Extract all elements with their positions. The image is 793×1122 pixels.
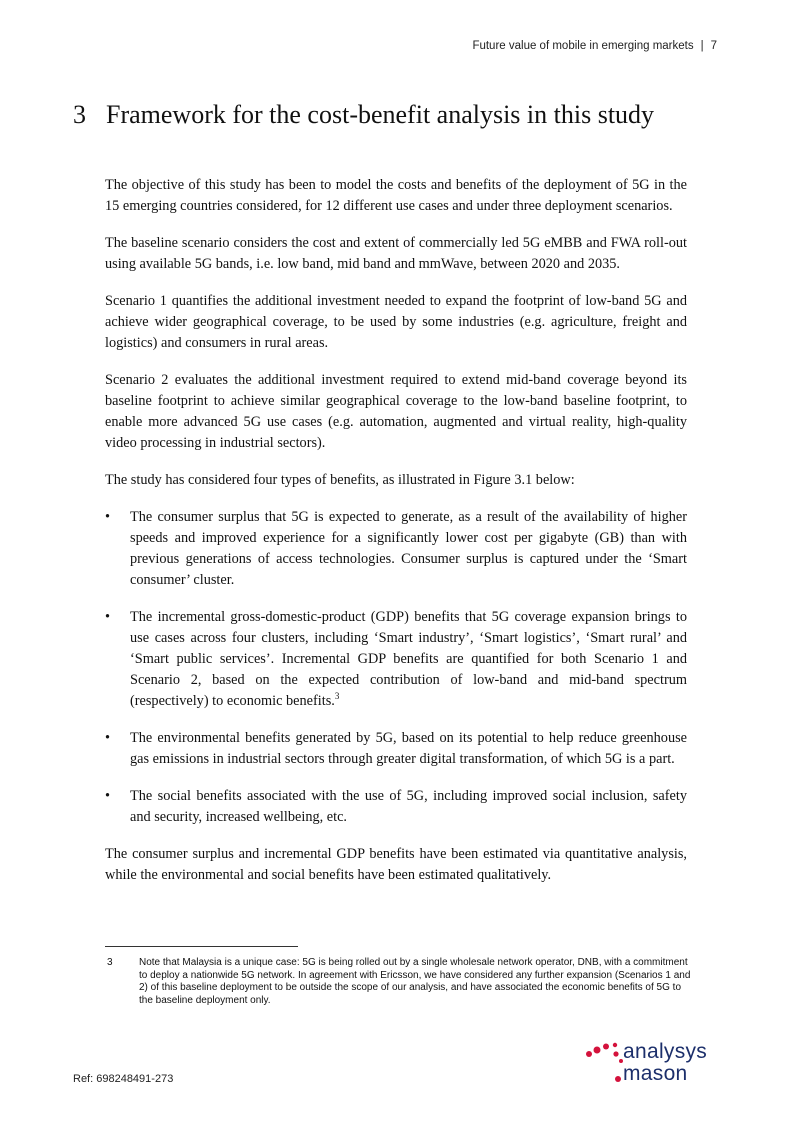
document-reference: Ref: 698248491-273 (73, 1073, 174, 1085)
list-item (105, 607, 687, 712)
list-item (105, 507, 687, 591)
benefits-list (105, 507, 687, 828)
paragraph-scenario-2: Scenario 2 evaluates the additional investment required to extend mid-band coverage beyond its baseline footprint to achieve similar geographical coverage to the low-band baseline footprint, to enable more advanced 5G use cases (e.g. automation, augmented and virtual reality, high-quality video processing in industrial sectors). (105, 372, 687, 451)
logo-dots-icon (583, 1036, 623, 1090)
page-number: 7 (710, 40, 717, 52)
running-title: Future value of mobile in emerging markets (472, 40, 694, 52)
list-item-text: The consumer surplus that 5G is expected to generate, as a result of the availability of higher speeds and improved experience for a significantly lower cost per gigabyte (GB) than with previous generations of access technologies. Consumer surplus is captured under the ‘Smart consumer’ cluster. (130, 509, 687, 588)
bullet-icon: • (105, 788, 111, 804)
paragraph-benefits-intro: The study has considered four types of benefits, as illustrated in Figure 3.1 below: (105, 472, 575, 488)
section-heading (73, 100, 654, 130)
logo-wordmark-line1: analysys (623, 1040, 708, 1063)
paragraph-scenario-1: Scenario 1 quantifies the additional investment needed to expand the footprint of low-band 5G and achieve wider geographical coverage, to be used by some industries (e.g. agriculture, freight and logistics) and consumers in rural areas. (105, 293, 687, 351)
section-title: Framework for the cost-benefit analysis in this study (106, 100, 655, 129)
bullet-icon: • (105, 509, 111, 525)
running-header (472, 40, 717, 52)
bullet-icon: • (105, 609, 111, 625)
footnote-number: 3 (107, 957, 113, 968)
footnote (107, 957, 692, 1007)
footnote-reference[interactable]: 3 (334, 691, 340, 702)
list-item (105, 728, 687, 770)
footnote-text: Note that Malaysia is a unique case: 5G is being rolled out by a single wholesale network operator, DNB, with a commitment to deploy a nationwide 5G network. In agreement with Ericsson, we have considered any further expansion (Scenarios 1 and 2) of this baseline deployment to be outside the scope of our analysis, and have associated the economic benefits of 5G to the baseline deployment only. (139, 957, 691, 1006)
footnote-divider (105, 946, 298, 947)
section-number: 3 (73, 100, 86, 129)
bullet-icon: • (105, 730, 111, 746)
header-separator: | (700, 40, 704, 52)
list-item-text: The environmental benefits generated by 5G, based on its potential to help reduce greenhouse gas emissions in industrial sectors through greater digital transformation, of which 5G is a part. (130, 730, 687, 767)
analysys-mason-logo (583, 1036, 733, 1090)
logo-wordmark-line2: mason (623, 1062, 688, 1085)
paragraph-baseline-scenario: The baseline scenario considers the cost and extent of commercially led 5G eMBB and FWA roll-out using available 5G bands, i.e. low band, mid band and mmWave, between 2020 and 2035. (105, 235, 687, 272)
paragraph-closing: The consumer surplus and incremental GDP benefits have been estimated via quantitative analysis, while the environmental and social benefits have been estimated qualitatively. (105, 846, 687, 883)
paragraph-objective: The objective of this study has been to model the costs and benefits of the deployment of 5G in the 15 emerging countries considered, for 12 different use cases and under three deployment scenarios. (105, 177, 687, 214)
list-item (105, 786, 687, 828)
list-item-text: The incremental gross-domestic-product (GDP) benefits that 5G coverage expansion brings to use cases across four clusters, including ‘Smart industry’, ‘Smart logistics’, ‘Smart rural’ and ‘Smart public services’. Incremental GDP benefits are quantified for both Scenario 1 and Scenario 2, based on the expected contribution of low-band and mid-band spectrum (respectively) to economic benefits. (130, 609, 687, 709)
body-text (105, 175, 687, 902)
list-item-text: The social benefits associated with the use of 5G, including improved social inclusion, safety and security, increased wellbeing, etc. (130, 788, 687, 825)
